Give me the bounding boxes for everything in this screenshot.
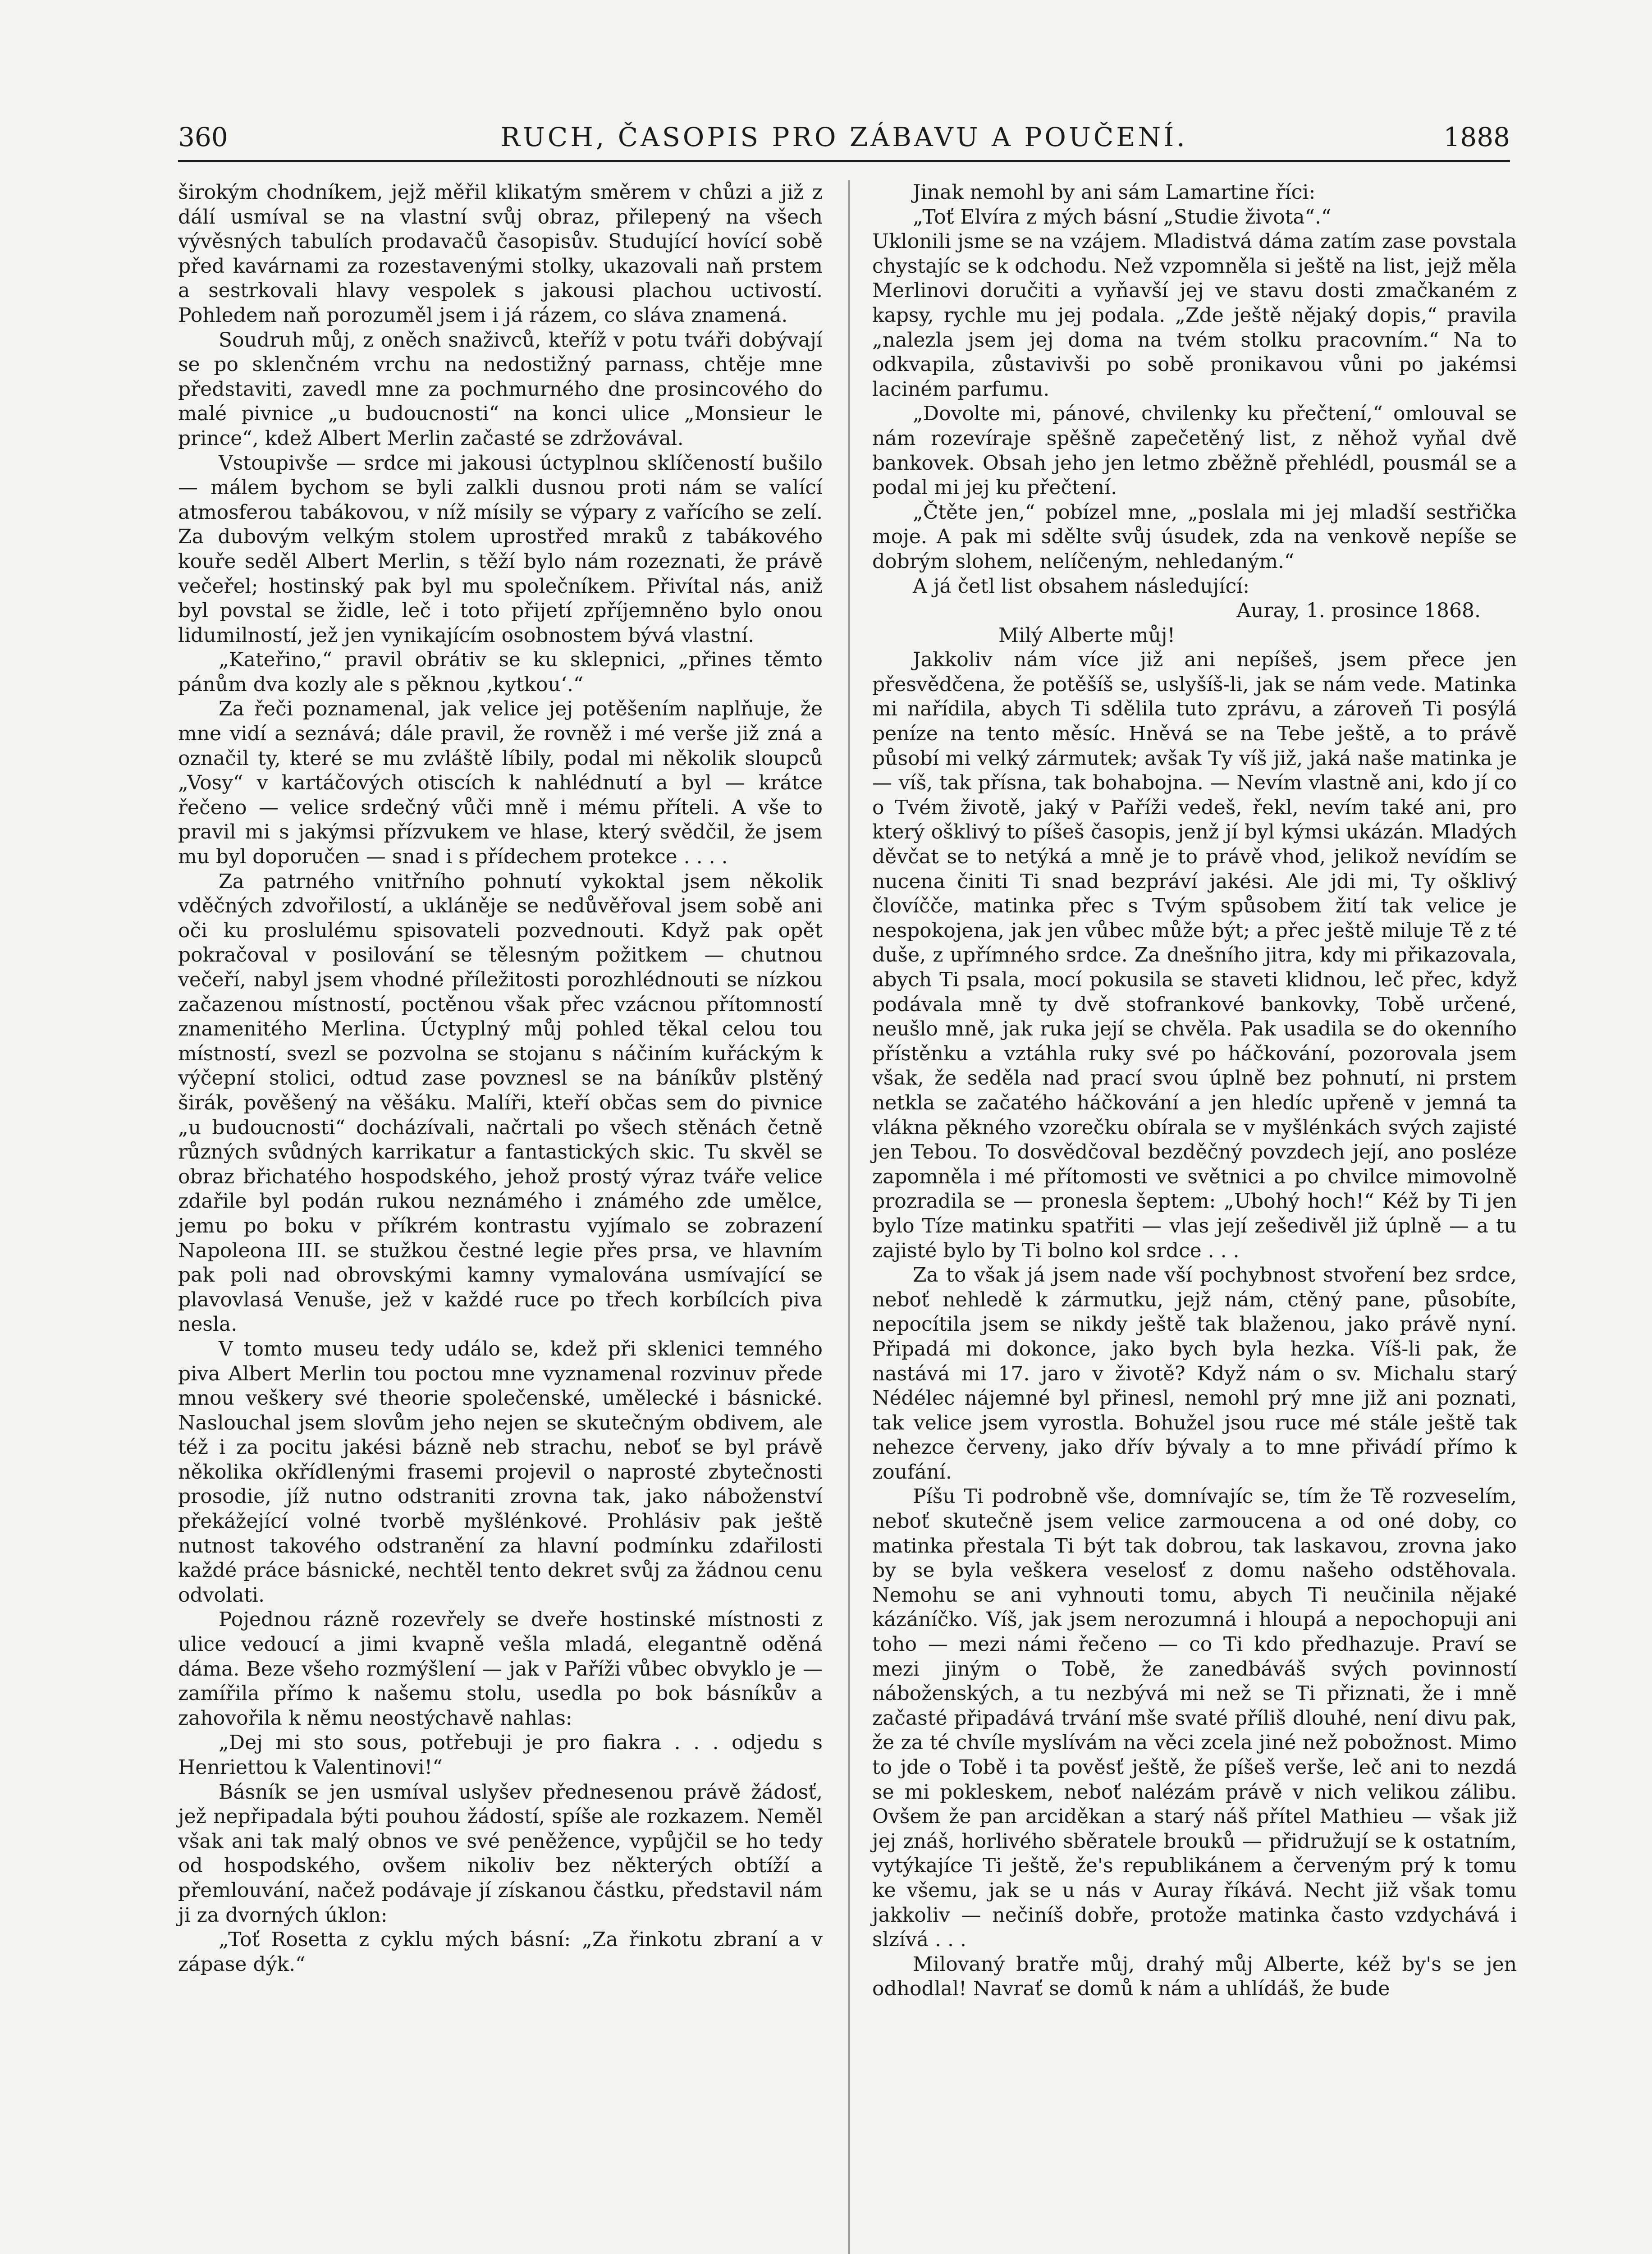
right-column [872, 180, 1517, 2002]
page-header [178, 122, 1510, 158]
paragraph: Milovaný bratře můj, drahý můj Alberte, kéž by's se jen odhodlal! Navrať se domů k nám a uhlídáš, že bude [872, 1952, 1517, 2001]
paragraph: A já četl list obsahem následující: [913, 574, 1250, 598]
paragraph: Uklonili jsme se na vzájem. Mladistvá dáma zatím zase povstala chystajíc se k odchodu. Než vzpomněla si ještě na list, jejž měla Merlinovi doručiti a vyňavší jej ve stavu dosti zmačkaném z kapsy, rychle mu jej podala. „Zde ještě nějaký dopis,“ pravila „nalezla jsem jej doma na tvém stolku pracovním.“ Na to odkvapila, zůstavivši po sobě pronikavou vůni po jakémsi laciném parfumu. [872, 230, 1517, 401]
paragraph: V tomto museu tedy událo se, kdež při sklenici temného piva Albert Merlin tou poctou mne vyznamenal rozvinuv přede mnou veškery své theorie společenské, umělecké i básnické. Naslouchal jsem slovům jeho nejen se skutečným obdivem, ale též i za pocitu jakési bázně neb strachu, neboť se byl právě několika okřídlenými frasemi projevil o naprosté zbytečnosti prosodie, jíž nutno odstraniti zrovna tak, jako náboženství překážející volné tvorbě myšlénkové. Prohlásiv pak ještě nutnost takového odstranění za hlavní podmínku zdařilosti každé práce básnické, nechtěl tento dekret svůj za žádnou cenu odvolati. [178, 1337, 823, 1607]
paragraph: Za řeči poznamenal, jak velice jej potěšením naplňuje, že mne vidí a seznává; dále pravil, že rovněž i mé verše již zná a označil ty, které se mu zvláště líbily, podal mi několik sloupců „Vosy“ v kartáčových otiscích k nahlédnutí a byl — krátce řečeno — velice srdečný vůči mně i mému příteli. A vše to pravil mi s jakýmsi přízvukem ve hlase, který svědčil, že jsem mu byl doporučen — snad i s přídechem protekce . . . . [178, 697, 823, 869]
paragraph: Básník se jen usmíval uslyšev přednesenou právě žádosť, jež nepřipadala býti pouhou žádostí, spíše ale rozkazem. Neměl však ani tak malý obnos ve své peněžence, vypůjčil se ho tedy od hospodského, ovšem nikoliv bez některých obtíží a přemlouvání, načež podávaje jí získanou částku, představil nám ji za dvorných úklon: [178, 1780, 823, 1927]
paragraph: Milý Alberte můj! [998, 623, 1176, 647]
paragraph: Za patrného vnitřního pohnutí vykoktal jsem několik vděčných zdvořilostí, a ukláněje se nedůvěřoval jsem sobě ani oči ku proslulému spisovateli pozvednouti. Když pak opět pokračoval v posilování se tělesným požitkem — chutnou večeří, nabyl jsem vhodné příležitosti porozhlédnouti se nízkou začazenou místností, poctěnou však přec vzácnou přítomností znamenitého Merlina. Úctyplný můj pohled těkal celou tou místností, svezl se pozvolna se stojanu s náčiním kuřáckým k výčepní stolici, odtud zase povznesl se na báníkův plstěný širák, pověšený na věšáku. Malíři, kteří občas sem do pivnice „u budoucnosti“ docházívali, načrtali po všech stěnách četně různých svůdných karrikatur a fantastických skic. Tu skvěl se obraz břichatého hospodského, jehož prostý výraz tváře velice zdařile byl podán rukou neznámého i známého zde umělce, jemu po boku v příkrém kontrastu vyjímalo se zobrazení Napoleona III. se stužkou čestné legie přes prsa, ve hlavním pak poli nad obrovskými kamny vymalována usmívající se plavovlasá Venuše, jež v každé ruce po třech korbílcích piva nesla. [178, 870, 823, 1336]
paragraph: „Kateřino,“ pravil obrátiv se ku sklepnici, „přines těmto pánům dva kozly ale s pěknou ‚kytkou‘.“ [178, 648, 823, 696]
paragraph: Pojednou rázně rozevřely se dveře hostinské místnosti z ulice vedoucí a jimi kvapně vešla mladá, elegantně oděná dáma. Beze všeho rozmýšlení — jak v Paříži vůbec obvyklo je — zamířila přímo k našemu stolu, usedla po bok básníkův a zahovořila k němu neostýchavě nahlas: [178, 1608, 823, 1730]
paragraph: „Toť Rosetta z cyklu mých básní: „Za řinkotu zbraní a v zápase dýk.“ [178, 1928, 823, 1976]
paragraph: „Dovolte mi, pánové, chvilenky ku přečtení,“ omlouval se nám rozevíraje spěšně zapečetěný list, z něhož vyňal dvě bankovek. Obsah jeho jen letmo zběžně přehlédl, pousmál se a podal mi jej ku přečtení. [872, 402, 1517, 499]
paragraph: „Čtěte jen,“ pobízel mne, „poslala mi jej mladší sestřička moje. A pak mi sdělte svůj úsudek, zda na venkově nepíše se dobrým slohem, nelíčeným, nehledaným.“ [872, 500, 1517, 573]
left-column [178, 180, 823, 1977]
year: 1888 [1443, 122, 1510, 152]
paragraph: Auray, 1. prosince 1868. [1236, 599, 1481, 623]
paragraph: Soudruh můj, z oněch snaživců, kteříž v potu tváři dobývají se po sklenčném vrchu na nedostižný parnass, chtěje mne představiti, zavedl mne za pochmurného dne prosincového do malé pivnice „u budoucnosti“ na konci ulice „Monsieur le prince“, kdež Albert Merlin začasté se zdržovával. [178, 328, 823, 450]
paragraph: Vstoupivše — srdce mi jakousi úctyplnou sklíčeností bušilo — málem bychom se byli zalkli dusnou proti nám se valící atmosferou tabákovou, v níž mísily se výpary z vařícího se zelí. Za dubovým velkým stolem uprostřed mraků z tabákového kouře seděl Albert Merlin, s těží bylo nám rozeznati, že právě večeřel; hostinský pak byl mu společníkem. Přivítal nás, aniž byl povstal se židle, leč i toto přijetí zpříjemněno bylo onou lidumilností, jež jen vynikajícím osobnostem bývá vlastní. [178, 451, 823, 647]
paragraph: „Toť Elvíra z mých básní „Studie života“.“ [913, 205, 1332, 229]
journal-title: RUCH, ČASOPIS PRO ZÁBAVU A POUČENÍ. [500, 122, 1188, 152]
header-rule [178, 160, 1510, 162]
column-divider [848, 180, 850, 2254]
paragraph: Jinak nemohl by ani sám Lamartine říci: [913, 181, 1316, 204]
paragraph: Píšu Ti podrobně vše, domnívajíc se, tím že Tě rozveselím, neboť skutečně jsem velice zarmoucena a od oné doby, co matinka přestala Ti být tak dobrou, tak laskavou, zrovna jako by se byla veškera veselosť z domu našeho odstěhovala. Nemohu se ani vyhnouti tomu, abych Ti neučinila nějaké kázáníčko. Víš, jak jsem nerozumná i hloupá a nepochopuji ani toho — mezi námi řečeno — co Ti kdo předhazuje. Praví se mezi jiným o Tobě, že zanedbáváš svých povinností náboženských, a tu nezbývá mi než se Ti přiznati, že i mně začasté připadává trvání mše svaté příliš dlouhé, není divu pak, že za té chvíle myslívám na věci zcela jiné než pobožnost. Mimo to jde o Tobě i ta pověsť ještě, že píšeš verše, leč ani to nezdá se mi pokleskem, neboť nalézám právě v nich velikou zálibu. Ovšem že pan arciděkan a starý náš přítel Mathieu — však již jej znáš, horlivého sběratele brouků — přidružují se k ostatním, vytýkajíce Ti ještě, že's republikánem a červeným prý k tomu ke všemu, jak se u nás v Auray říkává. Necht již však tomu jakkoliv — nečiníš dobře, protože matinka často vzdychává i slzívá . . . [872, 1485, 1517, 1952]
paragraph: Jakkoliv nám více již ani nepíšeš, jsem přece jen přesvědčena, že potěšíš se, uslyšíš-li, jak se nám vede. Matinka mi nařídila, abych Ti sdělila tuto zprávu, a zároveň Ti posýlá peníze na tento měsíc. Hněvá se na Tebe ještě, a to právě působí mi velký zármutek; avšak Ty víš již, jaká naše matinka je — víš, tak přísna, tak bohabojna. — Nevím vlastně ani, kdo jí co o Tvém životě, jaký v Paříži vedeš, řekl, nevím také ani, pro který ošklivý to píšeš časopis, jenž jí byl kýmsi ukázán. Mladých děvčat se to netýká a mně je to právě vhod, jelikož nevídím se nucena činiti Ti snad bezpráví jakési. Ale jdi mi, Ty ošklivý človíčče, matinka přec s Tvým spůsobem žití tak velice je nespokojena, jak jen vůbec může být; a přec ještě miluje Tě z té duše, z upřímného srdce. Za dnešního jitra, kdy mi přikazovala, abych Ti psala, mocí pokusila se staveti klidnou, leč přec, když podávala mně ty dvě stofrankové bankovky, Tobě určené, neušlo mně, jak ruka její se chvěla. Pak usadila se do okenního přístěnku a vztáhla ruky své po háčkování, pozorovala jsem však, že seděla nad prací svou úplně bez pohnutí, ni prstem netkla se začatého háčkování a jen hledíc upřeně v jemná ta vlákna pěkného vzorečku obírala se v myšlénkách svých zajisté jen Tebou. To dosvědčoval bezděčný povzdech její, ano posléze zapomněla i mé přítomosti ve světnici a po chvilce mimovolně prozradila se — pronesla šeptem: „Ubohý hoch!“ Kéž by Ti jen bylo Tíze matinku spatřiti — vlas její zešedivěl již úplně — a tu zajisté bylo by Ti bolno kol srdce . . . [872, 648, 1517, 1262]
paragraph: Za to však já jsem nade vší pochybnost stvoření bez srdce, neboť nehledě k zármutku, jejž nám, ctěný pane, působíte, nepocítila jsem se nikdy ještě tak blaženou, jako právě nyní. Připadá mi dokonce, jako bych byla hezka. Víš-li pak, že nastává mi 17. jaro v životě? Když nám o sv. Michalu starý Nédélec nájemné byl přinesl, nemohl prý mne již ani poznati, tak velice jsem vyrostla. Bohužel jsou ruce mé stále ještě tak nehezce červeny, jako dřív bývaly a to mne přivádí přímo k zoufání. [872, 1264, 1517, 1484]
paragraph: „Dej mi sto sous, potřebuji je pro fiakra . . . odjedu s Henriettou k Valentinovi!“ [178, 1731, 823, 1779]
page-number: 360 [178, 122, 228, 152]
paragraph: širokým chodníkem, jejž měřil klikatým směrem v chůzi a již z dálí usmíval se na vlastní svůj obraz, přilepený na všech vývěsných tabulích prodavačů časopisův. Studující hovící sobě před kavárnami za rozestavenými stolky, ukazovali naň prstem a sestrkovali hlavy vespolek s jakousi plachou uctivostí. Pohledem naň porozuměl jsem i já rázem, co sláva znamená. [178, 181, 823, 327]
